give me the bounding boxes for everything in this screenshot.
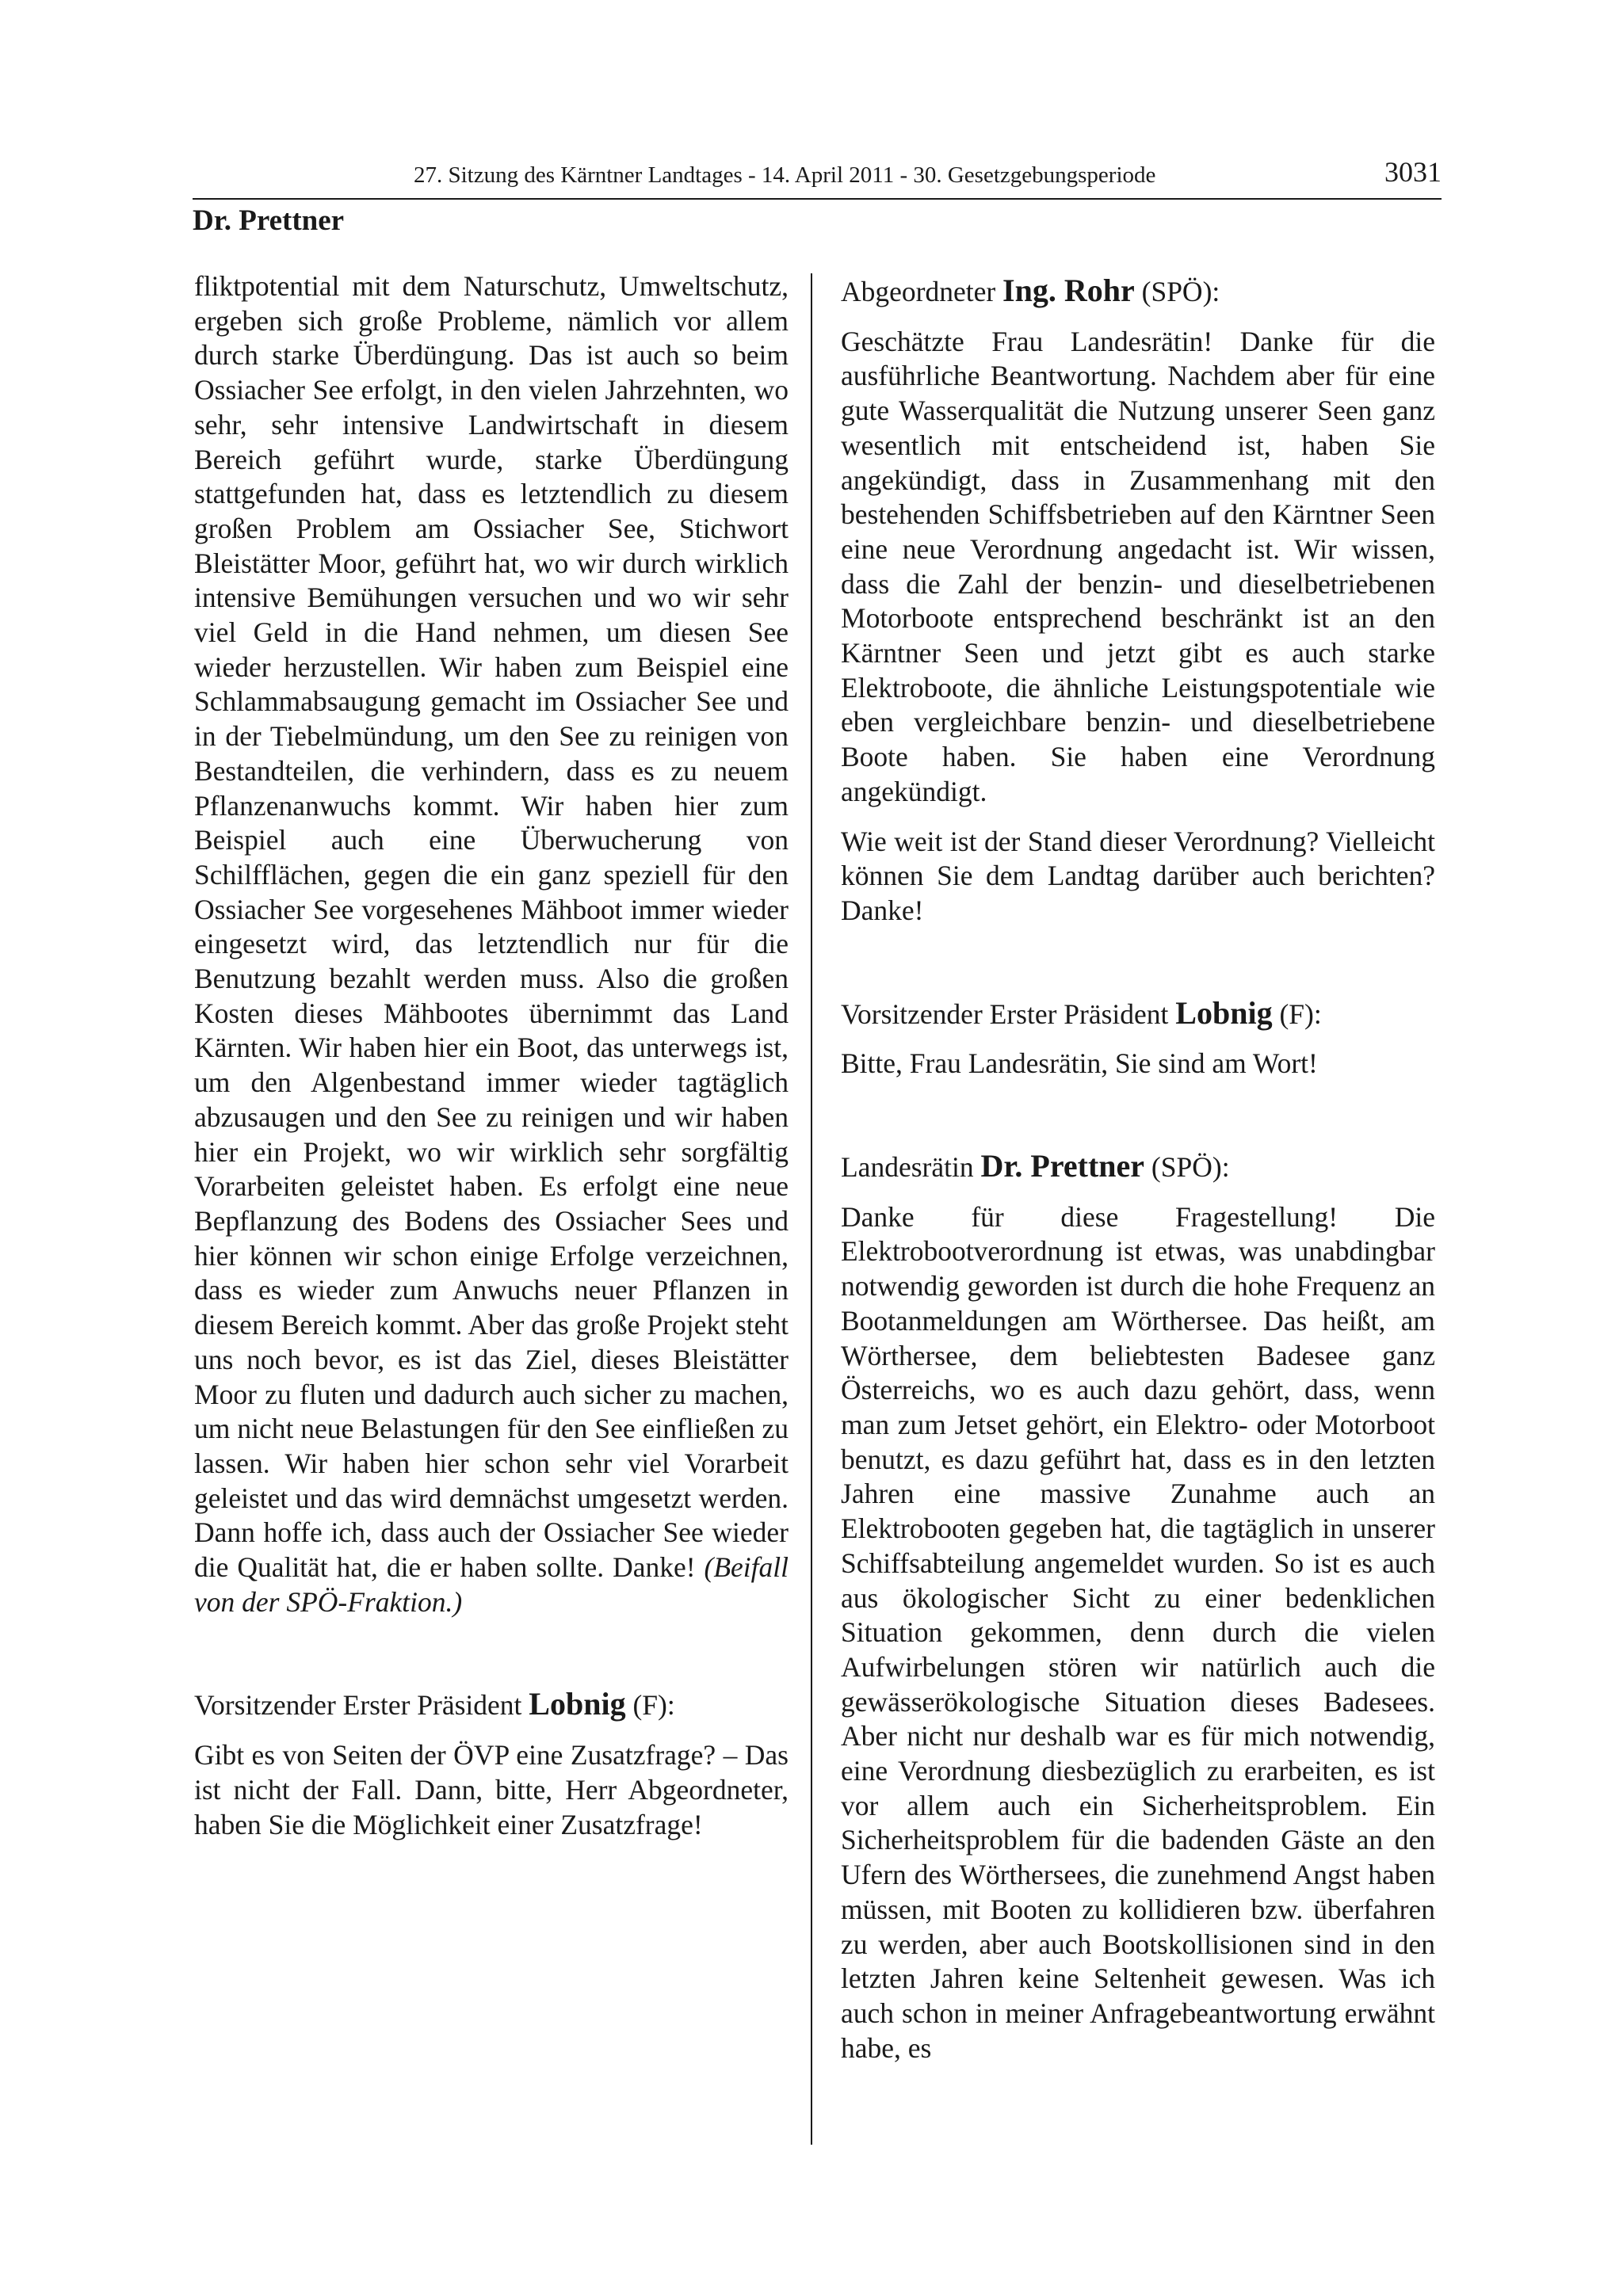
spacer: [194, 1619, 789, 1687]
running-header: [193, 152, 1442, 200]
speaker-line: [194, 1687, 789, 1723]
paragraph: Bitte, Frau Landesrätin, Sie sind am Wort!: [841, 1047, 1318, 1080]
spacer: [841, 817, 1435, 825]
paragraph: Geschätzte Frau Landesrätin! Danke für die ausführliche Beantwortung. Nachdem aber für eine gute Wasserqualität die Nutzung unserer Seen ganz wesentlich mit entscheidend ist, haben Sie angekündigt, dass in Zusammenhang mit den bestehenden Schiffsbetrieben auf den Kärntner Seen eine neue Verordnung angedacht ist. Wir wissen, dass die Zahl der benzin- und dieselbetriebenen Motorboote entsprechend beschränkt ist an den Kärntner Seen und jetzt gibt es auch starke Elektroboote, die ähnliche Leistungspotentiale wie eben vergleichbare benzin- und dieselbetriebene Boote haben. Sie haben eine Verordnung angekündigt.: [841, 325, 1435, 807]
right-column: [841, 273, 1435, 2065]
spacer: [841, 1192, 1435, 1200]
column-divider: [811, 273, 812, 2145]
speaker-prefix: Vorsitzender Erster Präsident: [841, 997, 1176, 1030]
paragraph: Danke für diese Fragestellung! Die Elektrobootverordnung ist etwas, was unabdingbar notwendig geworden ist durch die hohe Frequenz an Bootanmeldungen am Wörthersee. Das heißt, am Wörthersee, dem beliebtesten Badesee ganz Österreichs, wo es auch dazu gehört, dass, wenn man zum Jetset gehört, ein Elektro- oder Motorboot benutzt, es dazu geführt hat, dass es in den letzten Jahren eine massive Zunahme auch an Elektrobooten gegeben hat, die tagtäglich in unserer Schiffsabteilung angemeldet wurden. So ist es auch aus ökologischer Sicht zu einer bedenklichen Situation gekommen, denn durch die vielen Aufwirbelungen stören wir natürlich auch die gewässerökologische Situation dieses Badesees. Aber nicht nur deshalb war es für mich notwendig, eine Verordnung diesbezüglich zu erarbeiten, es ist vor allem auch ein Sicherheitsproblem. Ein Sicherheitsproblem für die badenden Gäste an den Ufern des Wörthersees, die zunehmend Angst haben müssen, mit Booten zu kollidieren bzw. überfahren zu werden, aber auch Bootskollisionen sind in den letzten Jahren keine Seltenheit gewesen. Was ich auch schon in meiner Anfragebeantwortung erwähnt habe, es: [841, 1200, 1435, 2064]
spacer: [841, 929, 1435, 996]
stage-direction: (Beifall von der SPÖ-Fraktion.): [194, 1551, 789, 1618]
speaker-name: Ing. Rohr: [1002, 273, 1135, 308]
spacer: [194, 1730, 789, 1738]
spacer: [841, 1039, 1435, 1047]
speaker-line: [841, 1149, 1435, 1185]
speaker-suffix: (SPÖ):: [1134, 276, 1220, 307]
paragraph-text: fliktpotential mit dem Naturschutz, Umweltschutz, ergeben sich große Probleme, nämlich vor allem durch starke Überdüngung. Das ist auch so beim Ossiacher See erfolgt, in den vielen Jahrzehnten, wo sehr, sehr intensive Landwirtschaft in diesem Bereich geführt wurde, starke Überdüngung stattgefunden hat, dass es letztendlich zu diesem großen Problem am Ossiacher See, Stichwort Bleistätter Moor, geführt hat, wo wir durch wirklich intensive Bemühungen versuchen und wo wir sehr viel Geld in die Hand nehmen, um diesen See wieder herzustellen. Wir haben zum Beispiel eine Schlammabsaugung gemacht im Ossiacher See und in der Tiebelmündung, um den See zu reinigen von Bestandteilen, die verhindern, dass es zu neuem Pflanzenanwuchs kommt. Wir haben hier zum Beispiel auch eine Überwucherung von Schilfflächen, gegen die ein ganz speziell für den Ossiacher See vorgesehenes Mähboot immer wieder eingesetzt wird, das letztendlich nur für die Benutzung bezahlt werden muss. Also die großen Kosten dieses Mähbootes übernimmt das Land Kärnten. Wir haben hier ein Boot, das unterwegs ist, um den Algenbestand immer wieder tagtäglich abzusaugen und den See zu reinigen und wir haben hier ein Projekt, wo wir wirklich sehr sorgfältig Vorarbeiten geleistet haben. Es erfolgt eine neue Bepflanzung des Bodens des Ossiacher Sees und hier können wir schon einige Erfolge verzeichnen, dass es wieder zum Anwuchs neuer Pflanzen in diesem Bereich kommt. Aber das große Projekt steht uns noch bevor, es ist das Ziel, dieses Bleistätter Moor zu fluten und dadurch auch sicher zu machen, um nicht neue Belastungen für den See einfließen zu lassen. Wir haben hier schon sehr viel Vorarbeit geleistet und das wird demnächst umgesetzt werden. Dann hoffe ich, dass auch der Ossiacher See wieder die Qualität hat, die er haben sollte. Danke!: [194, 270, 789, 1584]
speaker-suffix: (F):: [625, 1689, 675, 1722]
spacer: [841, 317, 1435, 325]
speaker-prefix: Vorsitzender Erster Präsident: [194, 1689, 529, 1722]
speaker-prefix: Landesrätin: [841, 1151, 981, 1184]
paragraph: Gibt es von Seiten der ÖVP eine Zusatzfrage? – Das ist nicht der Fall. Dann, bitte, Herr Abgeordneter, haben Sie die Möglichkeit einer Zusatzfrage!: [194, 1739, 789, 1840]
speaker-name: Dr. Prettner: [980, 1148, 1145, 1184]
paragraph: Wie weit ist der Stand dieser Verordnung? Vielleicht können Sie dem Landtag darüber auch berichten? Danke!: [841, 825, 1435, 926]
spacer: [841, 1081, 1435, 1149]
speaker-line: [841, 273, 1435, 310]
speaker-line: [841, 996, 1435, 1032]
speaker-prefix: Abgeordneter: [841, 276, 1003, 307]
page-number: 3031: [1384, 156, 1442, 188]
paragraph: [194, 269, 789, 1619]
speaker-suffix: (SPÖ):: [1144, 1151, 1230, 1184]
header-title: 27. Sitzung des Kärntner Landtages - 14. April 2011 - 30. Gesetzgebungsperiode: [414, 162, 1156, 188]
speaker-name: Lobnig: [1175, 994, 1273, 1031]
running-speaker-name: Dr. Prettner: [193, 204, 345, 237]
speaker-name: Lobnig: [529, 1686, 626, 1722]
speaker-suffix: (F):: [1272, 997, 1322, 1030]
header-rule: [193, 198, 1442, 200]
left-column: [194, 269, 789, 1842]
